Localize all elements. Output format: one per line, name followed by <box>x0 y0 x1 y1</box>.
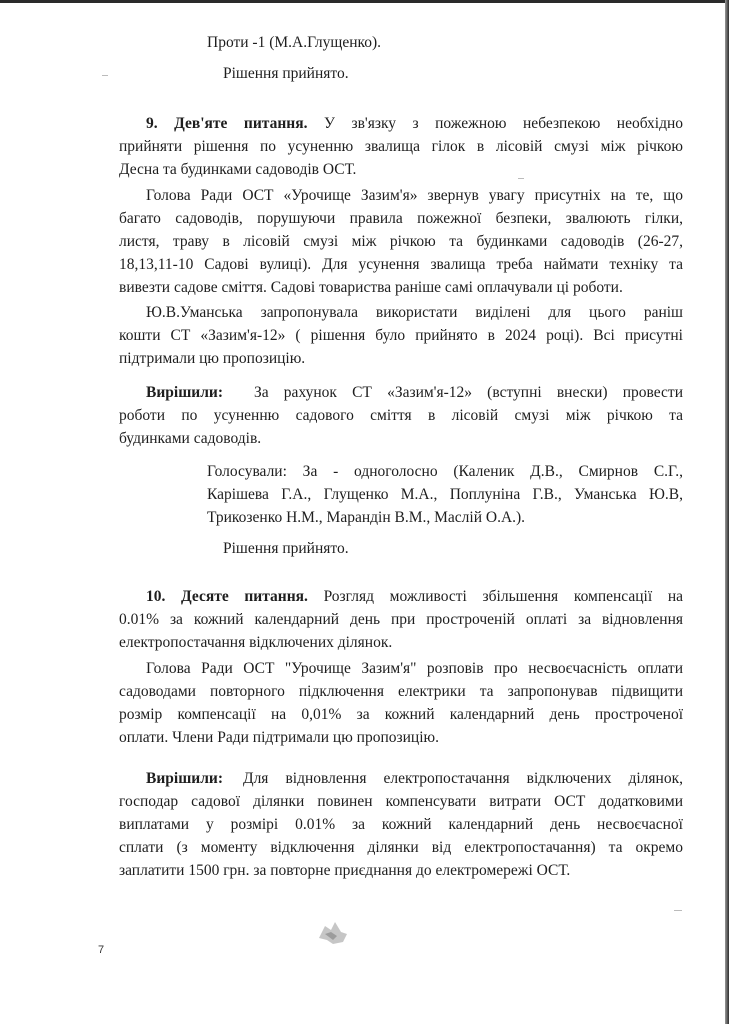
item10-p2-line: садоводами повторного підключення електрики та запропонував підвищити <box>119 683 683 700</box>
ink-smudge <box>315 918 351 948</box>
item9-p2-line: вивезти садове сміття. Садові товариства раніше самі оплачували ці роботи. <box>119 279 623 296</box>
resolved-label: Вирішили: <box>146 384 224 401</box>
resolved-label: Вирішили: <box>146 770 224 787</box>
item9-p2-line: Голова Ради ОСТ «Урочище Зазим'я» звернув увагу присутніх на те, що <box>146 187 683 204</box>
item9-resolved-line: будинками садоводів. <box>119 430 262 447</box>
item10-p1-line: електропостачання відключених ділянок. <box>119 634 393 651</box>
page-number: 7 <box>98 944 105 956</box>
decision-text: Рішення прийнято. <box>223 65 349 82</box>
item9-first-line <box>146 116 683 132</box>
item9-vote-line: Голосували: За - одноголосно (Каленик Д.В., Смирнов С.Г., <box>207 463 683 480</box>
item9-p2-line: листя, траву в лісовій смузі між річкою та будинками садоводів (26-27, <box>119 233 683 250</box>
item9-p1-line: У зв'язку з пожежною небезпекою необхідно <box>323 115 684 132</box>
scan-speck <box>674 910 682 911</box>
item10-resolved-label <box>146 771 223 787</box>
item10-resolved-line: сплати (з моменту відключення ділянки від електропостачання) та окремо <box>119 839 683 856</box>
item10-first-line <box>146 589 683 605</box>
item10-p1-line: 0.01% за кожний календарний день при простроченій оплаті за відновлення <box>119 611 683 628</box>
scan-edge-right <box>725 0 729 1024</box>
item9-p3-line: Ю.В.Уманська запропонувала використати виділені для цього раніш <box>146 304 683 321</box>
item10-resolved-line: виплатами у розмірі 0.01% за кожний календарний день несвоєчасної <box>119 816 683 833</box>
item9-p3-line: кошти СТ «Зазим'я-12» ( рішення було прийнято в 2024 році). Всі присутні <box>119 327 683 344</box>
votes-against: Проти -1 (М.А.Глущенко). <box>207 34 382 51</box>
item10-resolved-line: господар садової ділянки повинен компенсувати витрати ОСТ додатковими <box>119 793 683 810</box>
item10-p2-line: Голова Ради ОСТ "Урочище Зазим'я" розповів про несвоєчасність оплати <box>146 660 683 677</box>
item9-p2-line: 18,13,11-10 Садові вулиці). Для усунення звалища треба наймати техніку та <box>119 256 683 273</box>
scan-speck <box>102 75 108 76</box>
item9-p1-line: Десна та будинками садоводів ОСТ. <box>119 161 357 178</box>
scan-edge-top <box>0 0 729 3</box>
item9-p1-line: прийняти рішення по усуненню звалища гілок в лісовій смузі між річкою <box>119 138 683 155</box>
item10-resolved-line: Для відновлення електропостачання відключених ділянок, <box>243 770 683 787</box>
item9-resolved-label <box>146 385 223 401</box>
item10-p1-line: Розгляд можливості збільшення компенсації на <box>323 588 683 605</box>
item9-p3-line: підтримали цю пропозицію. <box>119 350 306 367</box>
item9-resolved-line: роботи по усуненню садового сміття в лісовій смузі між річкою та <box>119 407 683 424</box>
item10-heading: 10. Десяте питання. <box>146 588 308 605</box>
item10-resolved-line: заплатити 1500 грн. за повторне приєднання до електромережі ОСТ. <box>119 862 571 879</box>
item9-p2-line: багато садоводів, порушуючи правила пожежної безпеки, звалюють гілки, <box>119 210 683 227</box>
scan-speck <box>518 178 524 179</box>
decision-text: Рішення прийнято. <box>223 540 349 557</box>
item9-resolved-line: За рахунок СТ «Зазим'я-12» (вступні внески) провести <box>254 384 683 401</box>
item10-p2-line: розмір компенсації на 0,01% за кожний календарний день простроченої <box>119 706 683 723</box>
item9-vote-line: Карішева Г.А., Глущенко М.А., Поплуніна Г.В., Уманська Ю.В, <box>207 486 683 503</box>
item10-p2-line: оплати. Члени Ради підтримали цю пропозицію. <box>119 729 439 746</box>
item9-vote-line: Трикозенко Н.М., Марандін В.М., Маслій О.А.). <box>207 509 526 526</box>
item9-heading: 9. Дев'яте питання. <box>146 115 308 132</box>
